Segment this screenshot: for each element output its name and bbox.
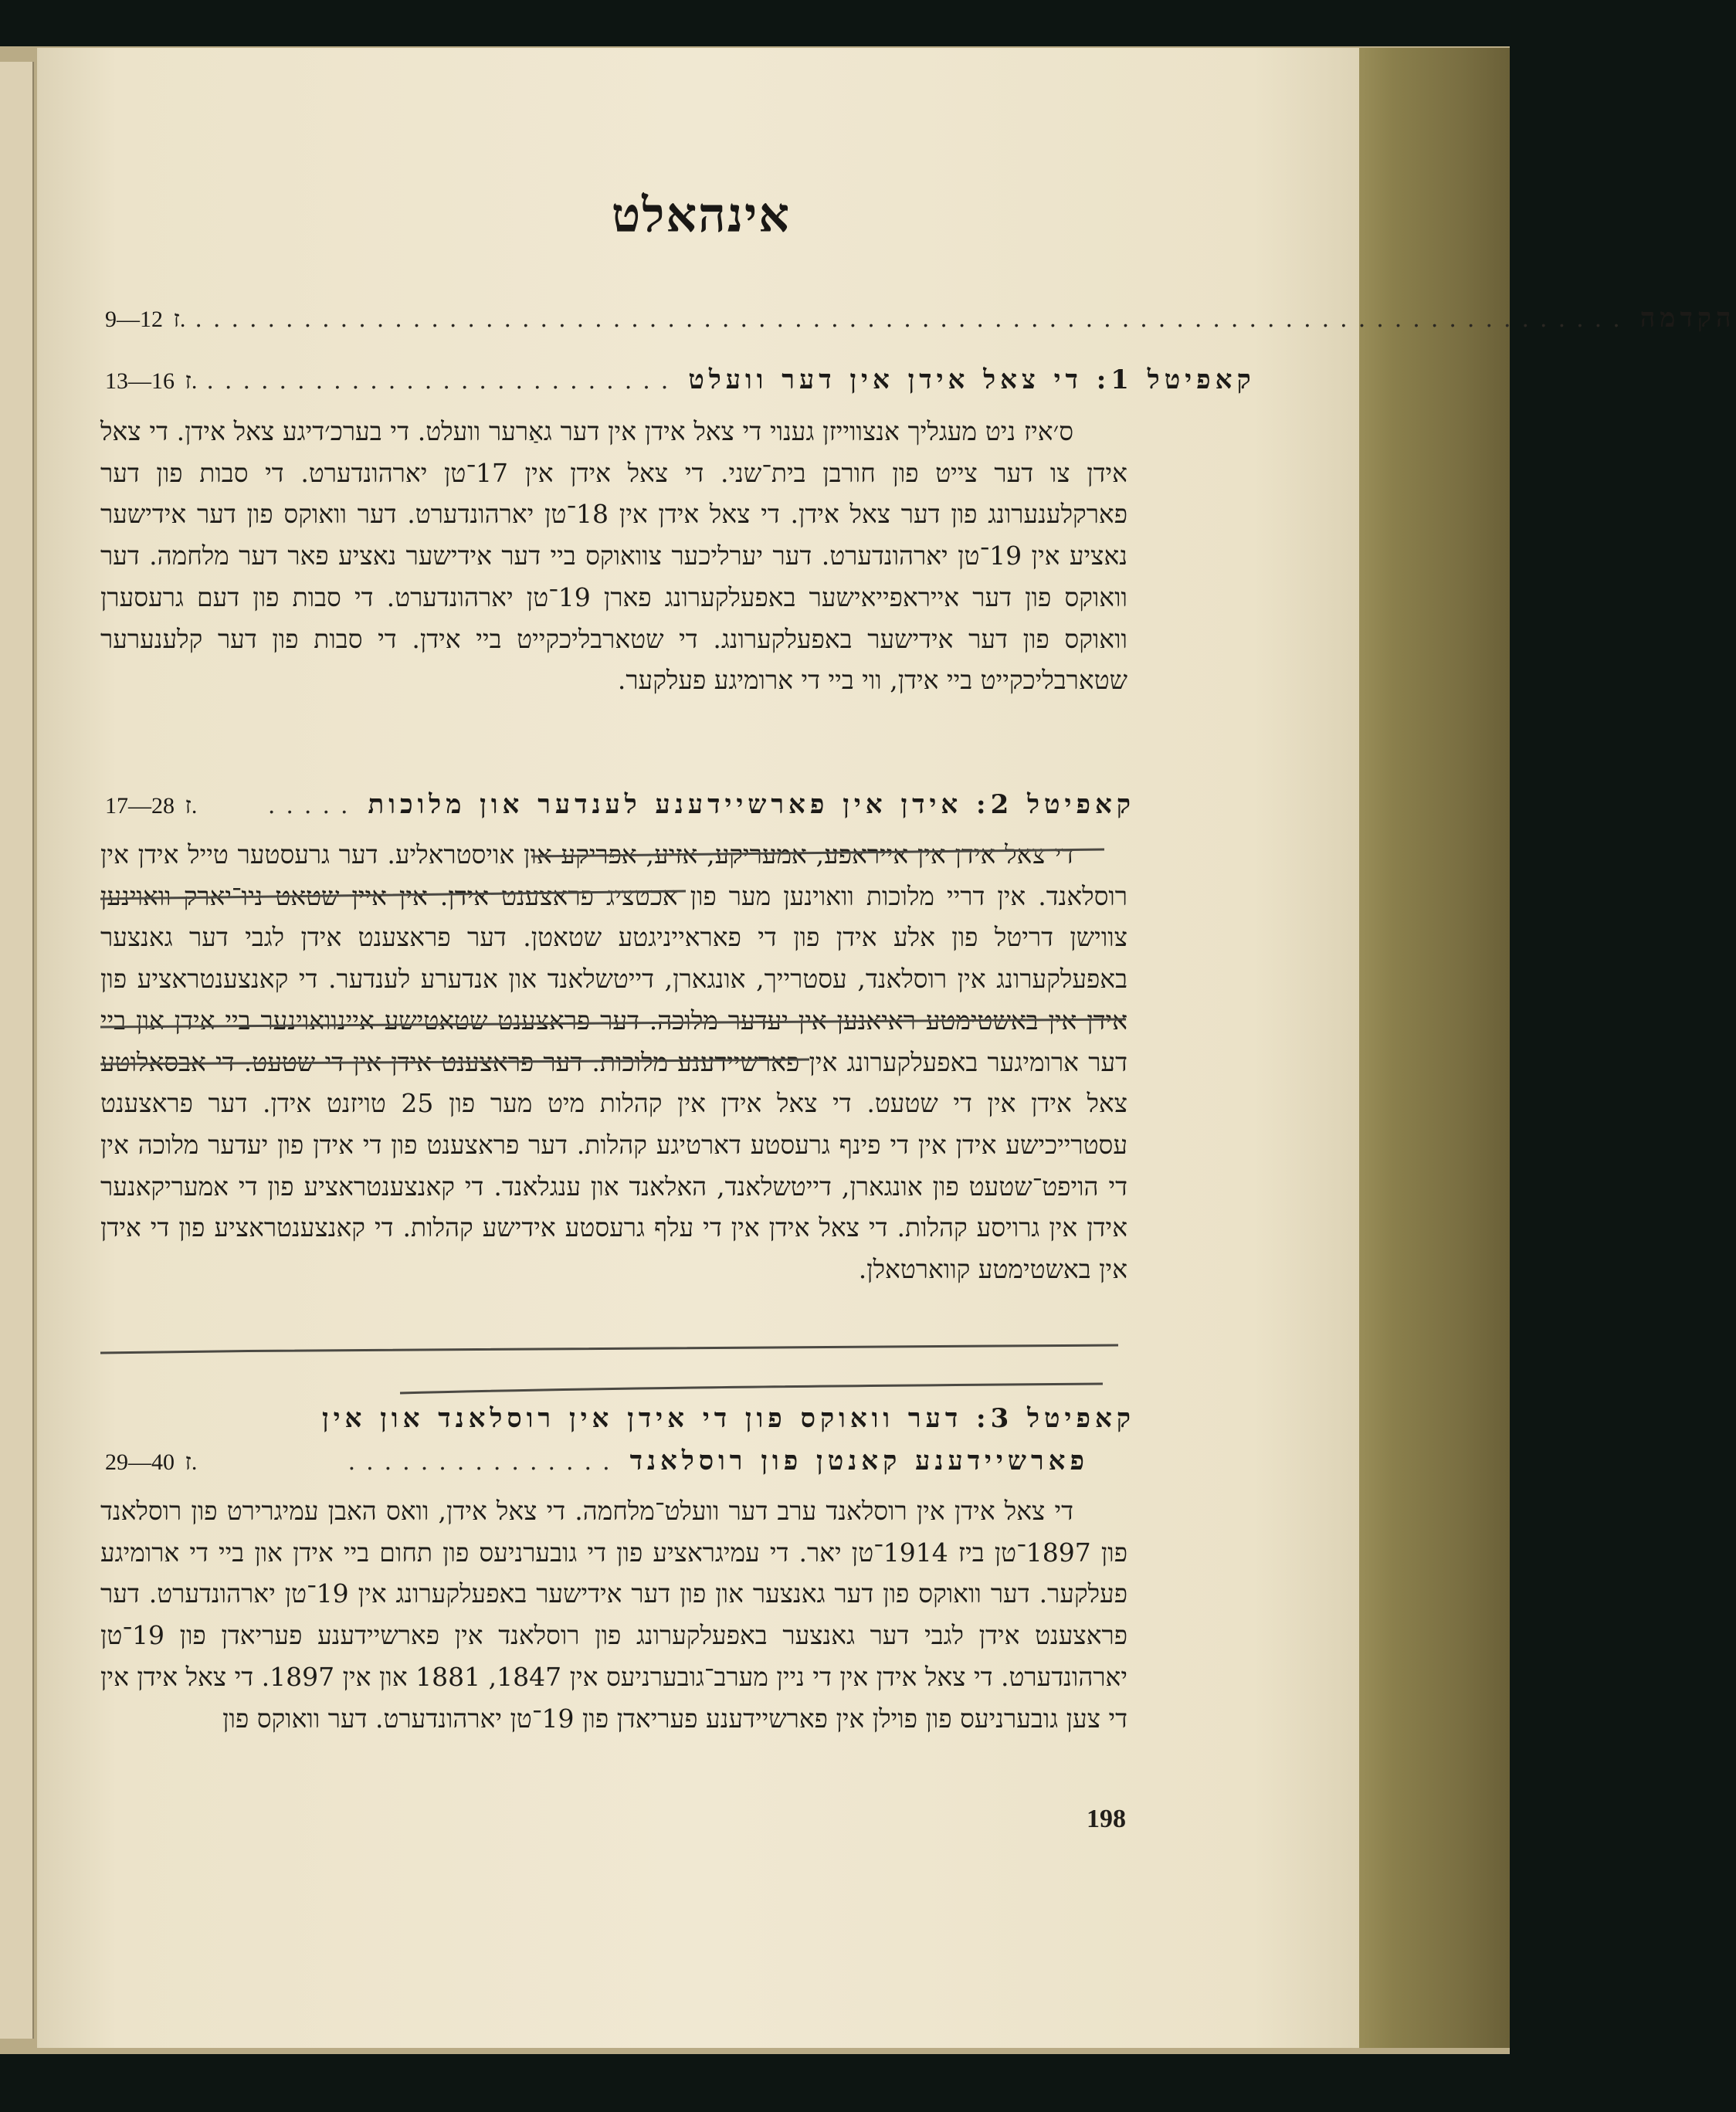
pencil-underline <box>100 1345 1118 1353</box>
pencil-underline <box>400 1384 1103 1393</box>
toc-entry-chapter-1 <box>100 364 1256 395</box>
chapter-3-summary-text: די צאל אידן אין רוסלאנד ערב דער וועלט־מלחמה. די צאל אידן, וואס האבן עמיגרירט פון רוסלאנד פון 1897־טן ביז 1914־טן יאר. די עמיגראציע פון די גובערניעס פון תחום ביי אידן און ביי די ארומיגע פעלקער. דער וואוקס פון דער גאנצער און פון דער אידישער באפעלקערונג אין 19־טן יארהונדערט. דער פראצענט אידן לגבי דער גאנצער באפעלקערונג פון רוסלאנד אין פארשיידענע פעריאדן פון 19־טן יארהונדערט. די צאל אידן אין די ניין מערב־גובערניעס אין 1847, 1881 און אין 1897. די צאל אידן אין די צען גובערניעס פון פוילן אין פארשיידענע פעריאדן פון 19־טן יארהונדערט. דער וואוקס פון <box>100 1496 1128 1734</box>
toc-entry-label: קאפיטל 2: אידן אין פארשיידענע לענדער און מלוכות <box>368 789 1135 820</box>
toc-page-range <box>100 1407 110 1433</box>
toc-leader-dots: ............................................................................... <box>195 306 1631 333</box>
toc-entry-label: פארשיידענע קאנטן פון רוסלאנד <box>629 1446 1089 1476</box>
chapter-1-summary-text: ס׳איז ניט מעגליך אנצווייזן גענוי די צאל אידן אין דער גאַרער וועלט. די בערכ׳דיגע צאל אידן. די צאל אידן צו דער צייט פון חורבן בית־שני. די צאל אידן אין 17־טן יארהונדערט. די סבות פון דער פארקלענערונג פון דער צאל אידן. די צאל אידן אין 18־טן יארהונדערט. דער וואוקס פון דער אידישער נאציע אין 19־טן יארהונדערט. דער יערליכער צוואוקס ביי דער אידישער נאציע פאר דער מלחמה. דער וואוקס פון דער אייראפייאישער באפעלקערונג פארן 19־טן יארהונדערט. די סבות פון דעם גרעסערן וואוקס פון דער אידישער באפעלקערונג. די שטארבליכקייט ביי אידן. די סבות פון דער קלענערער שטארבליכקייט ביי אידן, ווי ביי די ארומיגע פעלקער. <box>100 416 1128 696</box>
page-title: אינהאלט <box>611 187 792 243</box>
toc-entry-label: קאפיטל 1: די צאל אידן אין דער וועלט <box>688 364 1256 395</box>
page-number: 198 <box>1087 1805 1126 1833</box>
toc-page-range: 13—16 ז. <box>105 368 198 394</box>
chapter-2-summary <box>100 834 1127 1290</box>
toc-entry-label: קאפיטל 3: דער וואוקס פון די אידן אין רוסלאנד און אין <box>321 1403 1135 1434</box>
toc-entry-chapter-2 <box>100 789 1135 820</box>
book-cover-edge <box>1344 48 1510 2048</box>
chapter-2-summary-text: די צאל אידן אין אייראפע, אמעריקע, אזיע, אפריקע און אויסטראליע. דער גרעסטער טייל אידן אין רוסלאנד. אין דריי מלוכות וואוינען מער פון אכטציג פראצענט אידן. אין איין שטאט ניו־יארק וואוינען צווישן דריטל פון אלע אידן פון די פאראייניגטע שטאטן. דער פראצענט אידן לגבי דער גאנצער באפעלקערונג אין רוסלאנד, עסטרייך, אונגארן, דייטשלאנד און אנדערע לענדער. די קאנצענטראציע פון אידן אין באשטימטע ראיאנען אין יעדער מלוכה. דער פראצענט שטאטישע איינוואוינער ביי אידן און ביי דער ארומיגער באפעלקערונג אין פארשיידענע מלוכות. דער פראצענט אידן אין די שטעט. די אבסאלוטע צאל אידן אין די שטעט. די צאל אידן אין קהלות מיט מער פון 25 טויזנט אידן. דער פראצענט עסטרייכישע אידן אין די פינף גרעסטע דארטיגע קהלות. דער פראצענט פון די אידן פון יעדער מלוכה אין די הויפט־שטעט פון אונגארן, דייטשלאנד, האלאנד און ענגלאנד. די קאנצענטראציע פון די אמעריקאנער אידן אין גרויסע קהלות. די צאל אידן אין די עלף גרעסטע אידישע קהלות. די קאנצענטראציע פון די אידן אין באשטימטע קווארטאלן. <box>100 839 1127 1285</box>
chapter-1-summary <box>100 411 1127 701</box>
toc-leader-dots: ..... <box>267 792 359 819</box>
toc-entry-chapter-3-cont <box>100 1446 1135 1476</box>
book-page <box>37 48 1736 2048</box>
toc-page-range: 29—40 ז. <box>105 1449 198 1475</box>
toc-entry-chapter-3 <box>100 1403 1135 1434</box>
toc-page-range: 17—28 ז. <box>105 793 198 819</box>
chapter-3-summary <box>100 1490 1127 1739</box>
toc-leader-dots: .......................... <box>206 368 680 395</box>
toc-entry-label: הקדמה <box>1639 303 1736 334</box>
toc-page-range: 9—12 ז. <box>105 307 186 332</box>
toc-entry-intro <box>100 303 1736 334</box>
toc-leader-dots: ............... <box>348 1449 621 1476</box>
facing-page-edge <box>0 62 34 2039</box>
